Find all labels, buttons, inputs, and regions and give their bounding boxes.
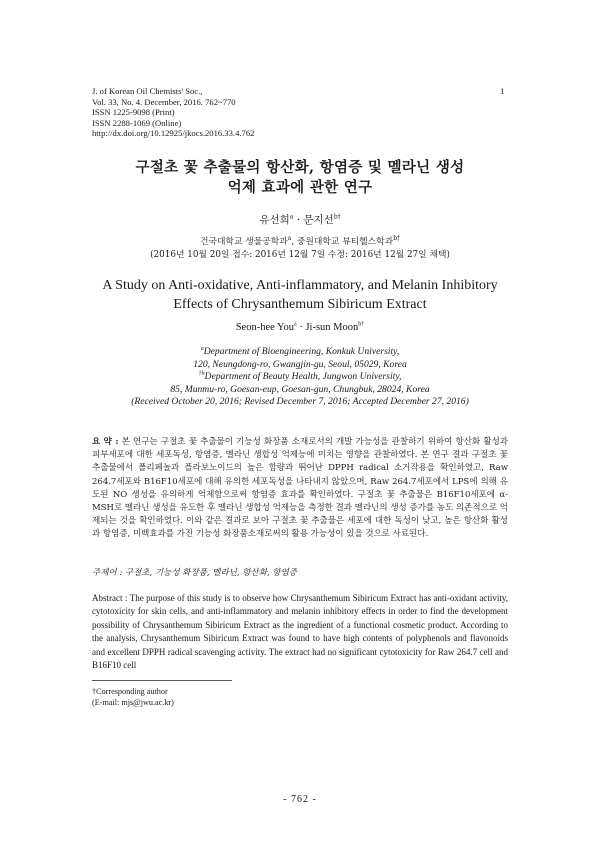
author2-en: Ji-sun Moon <box>305 322 359 333</box>
english-title-line1: A Study on Anti-oxidative, Anti-inflammatory, and Melanin Inhibitory <box>102 278 498 293</box>
affil-ko-a: 건국대학교 생물공학과 <box>199 237 288 247</box>
author2-en-sup: b† <box>358 321 365 328</box>
footnote-email: (E-mail: mjs@jwu.ac.kr) <box>92 698 174 707</box>
english-abstract-label: Abstract : <box>92 593 128 603</box>
english-title-line2: Effects of Chrysanthemum Sibiricum Extract <box>173 297 427 312</box>
author1-en-sup: a <box>294 321 297 328</box>
korean-abstract-label: 요 약 : <box>92 437 119 447</box>
issn-online: ISSN 2288-1069 (Online) <box>92 117 182 128</box>
english-abstract <box>92 592 508 672</box>
journal-name: J. of Korean Oil Chemists' Soc., <box>92 86 203 96</box>
top-page-number: 1 <box>500 86 505 96</box>
author2-ko-sup: b† <box>333 213 341 221</box>
affil-en-dept2: Department of Beauty Health, Jungwon University, <box>204 371 402 383</box>
doi-link[interactable]: http://dx.doi.org/10.12925/jkocs.2016.33.4.762 <box>92 128 255 139</box>
affil-en-sup2: †b <box>198 371 205 377</box>
affil-en-dept1: Department of Bioengineering, Konkuk University, <box>203 346 400 357</box>
affil-en-sup1: a <box>200 345 204 352</box>
english-title <box>60 276 540 314</box>
korean-abstract-text: 본 연구는 구절초 꽃 추출물이 기능성 화장품 소재로서의 개발 가능성을 관찰하기 위하여 항산화 활성과 피부세포에 대한 세포독성, 항염증, 멜라닌 생합성 억제능에 미치는 영향을 관찰하였다. 본 연구 결과 구절초 꽃 추출물에서 폴리페놀과 플라보노이드의 높은 함량과 뛰어난 DPPH radical 소거작용을 확인하였고, Raw 264.7세포와 B16F10세포에 대해 유의한 세포독성을 나타내지 않았으며, Raw 264.7세포에서 LPS에 의해 유도된 NO 생성을 유의하게 억제함으로써 항염증 효과를 확인하였다. 구절초 꽃 추출물은 B16F10세포에 α-MSH로 멜라닌 생성을 유도한 후 멜라닌 생합성 억제능을 측정한 결과 멜라닌의 생성 증가를 농도 의존적으로 억제되는 것을 확인하였다. 이와 같은 결과로 보아 구절초 꽃 추출물은 세포에 대한 독성이 낮고, 높은 항산화 활성과 항염증, 미백효과를 가진 기능성 화장품소재로써의 활용 가능성이 있을 것으로 사료된다. <box>92 437 508 540</box>
affil-ko-b-sup: b† <box>393 235 401 243</box>
corresponding-author-footnote <box>92 686 174 708</box>
footnote-divider <box>92 680 232 681</box>
korean-dates: (2016년 10월 20일 접수: 2016년 12월 7일 수정: 2016년 12월 27일 채택) <box>150 250 450 260</box>
english-authors <box>60 322 540 333</box>
journal-volume: Vol. 33, No. 4. December, 2016. 762~770 <box>92 96 236 107</box>
author-separator-en: · <box>296 322 306 333</box>
affil-en-line2: 120, Neungdong-ro, Gwangjin-gu, Seoul, 05029, Korea <box>193 358 407 370</box>
author2-ko: 문지선 <box>303 214 334 226</box>
korean-authors <box>60 212 540 227</box>
english-affiliations <box>60 346 540 409</box>
issn-print: ISSN 1225-9098 (Print) <box>92 107 175 118</box>
korean-abstract <box>92 436 508 542</box>
author-separator-ko: · <box>293 214 304 226</box>
author1-ko: 유선희 <box>259 214 290 226</box>
affil-en-line4: 85, Munmu-ro, Goesan-eup, Goesan-gun, Chungbuk, 28024, Korea <box>170 383 430 395</box>
affil-en-dates: (Received October 20, 2016; Revised December 7, 2016; Accepted December 27, 2016) <box>131 396 469 408</box>
affil-ko-b: , 중원대학교 뷰티헬스학과 <box>291 237 394 247</box>
korean-affiliation-line1 <box>60 236 540 249</box>
korean-affiliations <box>60 236 540 262</box>
journal-header <box>92 86 254 139</box>
author1-en: Seon-hee You <box>235 322 295 333</box>
korean-keywords: 주제어 : 구절초, 기능성 화장품, 멜라닌, 항산화, 항염증 <box>92 568 298 578</box>
footnote-line1: †Corresponding author <box>92 687 168 696</box>
affil-ko-a-sup: a <box>287 235 292 243</box>
affil-en-line3 <box>60 371 540 384</box>
korean-title-line2: 억제 효과에 관한 연구 <box>227 179 373 196</box>
korean-title-line1: 구절초 꽃 추출물의 항산화, 항염증 및 멜라닌 생성 <box>135 159 465 176</box>
affil-en-line1 <box>60 346 540 359</box>
korean-title <box>60 158 540 198</box>
english-abstract-text: The purpose of this study is to observe how Chrysanthemum Sibiricum Extract has anti-oxidant activity, cytotoxicity for skin cells, and anti-inflammatory and melanin inhibitory effects in order to find the development possibility of Chrysanthemum Sibiricum Extract as the ingredient of a functional cosmetic product. According to the analysis, Chrysanthemum Sibiricum Extract was found to have high contents of polyphenols and flavonoids and excellent DPPH radical scavenging activity. The extract had no significant cytotoxicity for Raw 264.7 cell and B16F10 cell <box>92 593 508 671</box>
author1-ko-sup: a <box>289 213 294 221</box>
page-number-footer: - 762 - <box>283 794 317 805</box>
